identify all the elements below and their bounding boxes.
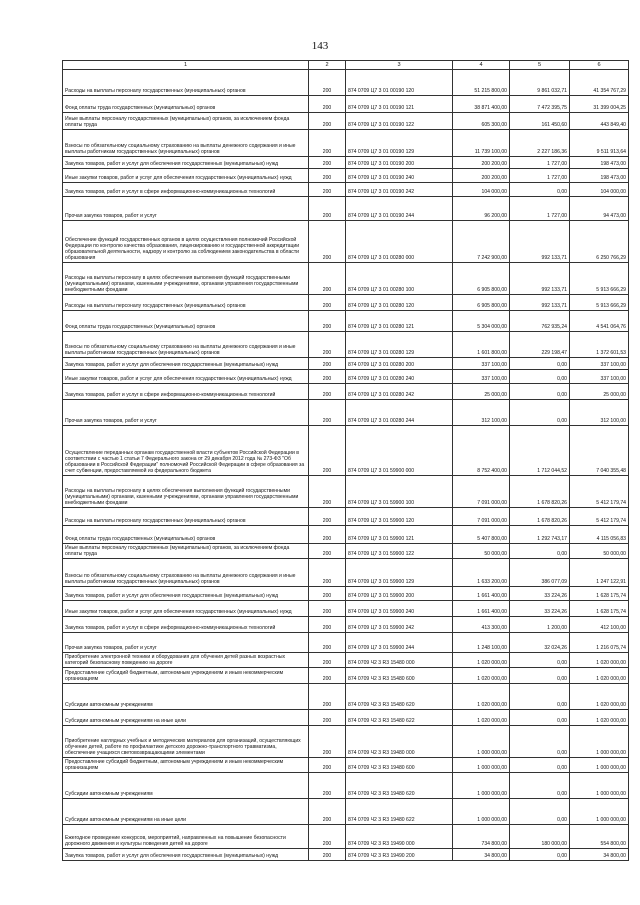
item-name-cell: Закупка товаров, работ и услуг в сфере информационно-коммуникационных технологий: [63, 183, 309, 197]
header-cell-6: 6: [570, 61, 629, 70]
executed-amount-cell: 2 227 186,36: [510, 130, 570, 157]
line-code-cell: 200: [309, 295, 346, 311]
table-row: [63, 849, 629, 861]
item-name-cell: Фонд оплаты труда государственных (муниципальных) органов: [63, 96, 309, 113]
approved-amount-cell: 8 752 400,00: [453, 426, 510, 476]
item-name-cell: Расходы на выплаты персоналу в целях обеспечения выполнения функций государственными (муниципальными) органами, казенными учреждениями, органами управления государственными внебюджетными фондами: [63, 476, 309, 508]
executed-amount-cell: 992 133,71: [510, 263, 570, 295]
budget-classification-code-cell: 874 0709 Ц7 3 01 00280 242: [346, 384, 453, 400]
unexecuted-amount-cell: 1 000 000,00: [570, 799, 629, 825]
item-name-cell: Фонд оплаты труда государственных (муниципальных) органов: [63, 526, 309, 544]
budget-classification-code-cell: 874 0709 Ц7 3 01 00280 200: [346, 358, 453, 370]
table-row: [63, 526, 629, 544]
item-name-cell: Приобретение наглядных учебных и методических материалов для организаций, осуществляющих обучение детей, работе по профилактике детского дорожно-транспортного травматизма, обеспечение учащихся световозвращающими элементами: [63, 726, 309, 758]
approved-amount-cell: 1 000 000,00: [453, 773, 510, 799]
unexecuted-amount-cell: 94 473,00: [570, 197, 629, 221]
budget-classification-code-cell: 874 0709 Ц7 3 01 00190 121: [346, 96, 453, 113]
item-name-cell: Закупка товаров, работ и услуг в сфере информационно-коммуникационных технологий: [63, 617, 309, 633]
executed-amount-cell: 1 200,00: [510, 617, 570, 633]
table-row: [63, 825, 629, 849]
unexecuted-amount-cell: 1 020 000,00: [570, 653, 629, 668]
line-code-cell: 200: [309, 668, 346, 684]
item-name-cell: Субсидии автономным учреждениям на иные цели: [63, 710, 309, 726]
executed-amount-cell: 0,00: [510, 370, 570, 384]
unexecuted-amount-cell: 4 115 056,83: [570, 526, 629, 544]
budget-classification-code-cell: 874 0709 Ц7 3 01 00280 120: [346, 295, 453, 311]
line-code-cell: 200: [309, 370, 346, 384]
item-name-cell: Предоставление субсидий бюджетным, автономным учреждениям и иным некоммерческим организациям: [63, 668, 309, 684]
item-name-cell: Прочая закупка товаров, работ и услуг: [63, 197, 309, 221]
table-row: [63, 183, 629, 197]
line-code-cell: 200: [309, 684, 346, 710]
approved-amount-cell: 96 200,00: [453, 197, 510, 221]
table-row: [63, 426, 629, 476]
budget-classification-code-cell: 874 0709 Ц7 3 01 59900 244: [346, 633, 453, 653]
line-code-cell: 200: [309, 758, 346, 773]
unexecuted-amount-cell: 337 100,00: [570, 358, 629, 370]
table-row: [63, 358, 629, 370]
item-name-cell: Взносы по обязательному социальному страхованию на выплаты денежного содержания и иные выплаты работникам государственных (муниципальных) органов: [63, 130, 309, 157]
item-name-cell: Расходы на выплаты персоналу в целях обеспечения выполнения функций государственными (муниципальными) органами, казенными учреждениями, органами управления государственными внебюджетными фондами: [63, 263, 309, 295]
unexecuted-amount-cell: 1 020 000,00: [570, 684, 629, 710]
executed-amount-cell: 1 727,00: [510, 157, 570, 169]
approved-amount-cell: 1 661 400,00: [453, 601, 510, 617]
executed-amount-cell: 0,00: [510, 653, 570, 668]
table-row: [63, 544, 629, 559]
budget-classification-code-cell: 874 0709 Ц7 3 01 59900 129: [346, 559, 453, 587]
approved-amount-cell: 1 661 400,00: [453, 587, 510, 601]
approved-amount-cell: 11 739 100,00: [453, 130, 510, 157]
budget-classification-code-cell: 874 0709 Ч2 3 R3 19480 600: [346, 758, 453, 773]
approved-amount-cell: 1 020 000,00: [453, 710, 510, 726]
executed-amount-cell: 9 861 032,71: [510, 70, 570, 96]
unexecuted-amount-cell: 41 354 767,29: [570, 70, 629, 96]
budget-classification-code-cell: 874 0709 Ч2 3 R3 19480 622: [346, 799, 453, 825]
unexecuted-amount-cell: 6 250 766,29: [570, 221, 629, 263]
budget-classification-code-cell: 874 0709 Ц7 3 01 00280 240: [346, 370, 453, 384]
approved-amount-cell: 51 215 800,00: [453, 70, 510, 96]
unexecuted-amount-cell: 5 412 179,74: [570, 476, 629, 508]
line-code-cell: 200: [309, 426, 346, 476]
table-row: [63, 508, 629, 526]
unexecuted-amount-cell: 1 372 601,53: [570, 332, 629, 358]
table-row: [63, 169, 629, 183]
unexecuted-amount-cell: 31 399 004,25: [570, 96, 629, 113]
budget-classification-code-cell: 874 0709 Ц7 3 01 00190 200: [346, 157, 453, 169]
unexecuted-amount-cell: 7 040 355,48: [570, 426, 629, 476]
table-row: [63, 559, 629, 587]
item-name-cell: Прочая закупка товаров, работ и услуг: [63, 633, 309, 653]
item-name-cell: Расходы на выплаты персоналу государственных (муниципальных) органов: [63, 70, 309, 96]
line-code-cell: 200: [309, 169, 346, 183]
header-cell-5: 5: [510, 61, 570, 70]
approved-amount-cell: 1 248 100,00: [453, 633, 510, 653]
executed-amount-cell: 0,00: [510, 726, 570, 758]
executed-amount-cell: 0,00: [510, 799, 570, 825]
executed-amount-cell: 1 727,00: [510, 197, 570, 221]
budget-classification-code-cell: 874 0709 Ц7 3 01 59900 240: [346, 601, 453, 617]
executed-amount-cell: 1 678 820,26: [510, 476, 570, 508]
approved-amount-cell: 200 200,00: [453, 169, 510, 183]
item-name-cell: Закупка товаров, работ и услуг в сфере информационно-коммуникационных технологий: [63, 384, 309, 400]
unexecuted-amount-cell: 1 000 000,00: [570, 773, 629, 799]
table-row: [63, 601, 629, 617]
line-code-cell: 200: [309, 400, 346, 426]
unexecuted-amount-cell: 1 020 000,00: [570, 668, 629, 684]
table-row: [63, 684, 629, 710]
approved-amount-cell: 7 091 000,00: [453, 476, 510, 508]
table-row: [63, 113, 629, 130]
executed-amount-cell: 33 224,26: [510, 601, 570, 617]
item-name-cell: Закупка товаров, работ и услуг для обеспечения государственных (муниципальных) нужд: [63, 157, 309, 169]
item-name-cell: Взносы по обязательному социальному страхованию на выплаты денежного содержания и иные выплаты работникам государственных (муниципальных) органов: [63, 332, 309, 358]
line-code-cell: 200: [309, 633, 346, 653]
header-cell-4: 4: [453, 61, 510, 70]
item-name-cell: Расходы на выплаты персоналу государственных (муниципальных) органов: [63, 508, 309, 526]
budget-classification-code-cell: 874 0709 Ц7 3 01 00190 122: [346, 113, 453, 130]
executed-amount-cell: 1 292 743,17: [510, 526, 570, 544]
unexecuted-amount-cell: 412 100,00: [570, 617, 629, 633]
line-code-cell: 200: [309, 384, 346, 400]
unexecuted-amount-cell: 9 511 913,64: [570, 130, 629, 157]
unexecuted-amount-cell: 4 541 064,76: [570, 311, 629, 332]
table-row: [63, 70, 629, 96]
unexecuted-amount-cell: 337 100,00: [570, 370, 629, 384]
line-code-cell: 200: [309, 601, 346, 617]
executed-amount-cell: 762 935,24: [510, 311, 570, 332]
line-code-cell: 200: [309, 653, 346, 668]
executed-amount-cell: 0,00: [510, 849, 570, 861]
unexecuted-amount-cell: 1 628 175,74: [570, 601, 629, 617]
unexecuted-amount-cell: 5 913 666,29: [570, 295, 629, 311]
budget-classification-code-cell: 874 0709 Ц7 3 01 59900 120: [346, 508, 453, 526]
line-code-cell: 200: [309, 197, 346, 221]
approved-amount-cell: 413 300,00: [453, 617, 510, 633]
budget-classification-code-cell: 874 0709 Ц7 3 01 00190 129: [346, 130, 453, 157]
item-name-cell: Субсидии автономным учреждениям: [63, 684, 309, 710]
table-row: [63, 263, 629, 295]
budget-classification-code-cell: 874 0709 Ц7 3 01 59900 200: [346, 587, 453, 601]
executed-amount-cell: 32 024,26: [510, 633, 570, 653]
table-row: [63, 311, 629, 332]
approved-amount-cell: 1 000 000,00: [453, 799, 510, 825]
unexecuted-amount-cell: 1 000 000,00: [570, 726, 629, 758]
item-name-cell: Закупка товаров, работ и услуг для обеспечения государственных (муниципальных) нужд: [63, 587, 309, 601]
approved-amount-cell: 5 304 000,00: [453, 311, 510, 332]
budget-classification-code-cell: 874 0709 Ц7 3 01 59900 122: [346, 544, 453, 559]
table-row: [63, 758, 629, 773]
executed-amount-cell: 0,00: [510, 183, 570, 197]
line-code-cell: 200: [309, 559, 346, 587]
item-name-cell: Иные закупки товаров, работ и услуг для обеспечения государственных (муниципальных) нужд: [63, 370, 309, 384]
budget-classification-code-cell: 874 0709 Ц7 3 01 00280 000: [346, 221, 453, 263]
item-name-cell: Субсидии автономным учреждениям на иные цели: [63, 799, 309, 825]
table-row: [63, 370, 629, 384]
item-name-cell: Обеспечение функций государственных органов в целях осуществления полномочий Российской Федерации по контролю качества образования, лицензированию и государственной аккредитации образовательной деятельности, надзору и контролю за соблюдением законодательства в области образования: [63, 221, 309, 263]
line-code-cell: 200: [309, 157, 346, 169]
approved-amount-cell: 25 000,00: [453, 384, 510, 400]
table-row: [63, 130, 629, 157]
line-code-cell: 200: [309, 726, 346, 758]
unexecuted-amount-cell: 34 800,00: [570, 849, 629, 861]
table-row: [63, 617, 629, 633]
executed-amount-cell: 33 224,26: [510, 587, 570, 601]
executed-amount-cell: 0,00: [510, 773, 570, 799]
approved-amount-cell: 104 000,00: [453, 183, 510, 197]
executed-amount-cell: 0,00: [510, 544, 570, 559]
item-name-cell: Иные закупки товаров, работ и услуг для обеспечения государственных (муниципальных) нужд: [63, 601, 309, 617]
line-code-cell: 200: [309, 617, 346, 633]
executed-amount-cell: 386 077,09: [510, 559, 570, 587]
budget-classification-code-cell: 874 0709 Ц7 3 01 00280 129: [346, 332, 453, 358]
budget-classification-code-cell: 874 0709 Ц7 3 01 59900 242: [346, 617, 453, 633]
unexecuted-amount-cell: 104 000,00: [570, 183, 629, 197]
budget-classification-code-cell: 874 0709 Ч2 3 R3 15480 600: [346, 668, 453, 684]
line-code-cell: 200: [309, 358, 346, 370]
unexecuted-amount-cell: 1 628 175,74: [570, 587, 629, 601]
table-row: [63, 197, 629, 221]
line-code-cell: 200: [309, 130, 346, 157]
table-row: [63, 799, 629, 825]
unexecuted-amount-cell: 312 100,00: [570, 400, 629, 426]
page-number: 143: [311, 40, 329, 52]
approved-amount-cell: 1 633 200,00: [453, 559, 510, 587]
item-name-cell: Предоставление субсидий бюджетным, автономным учреждениям и иным некоммерческим организациям: [63, 758, 309, 773]
approved-amount-cell: 1 000 000,00: [453, 758, 510, 773]
line-code-cell: 200: [309, 221, 346, 263]
executed-amount-cell: 1 727,00: [510, 169, 570, 183]
unexecuted-amount-cell: 554 800,00: [570, 825, 629, 849]
approved-amount-cell: 6 905 800,00: [453, 263, 510, 295]
table-row: [63, 384, 629, 400]
table-row: [63, 653, 629, 668]
table-row: [63, 96, 629, 113]
line-code-cell: 200: [309, 849, 346, 861]
approved-amount-cell: 1 020 000,00: [453, 668, 510, 684]
line-code-cell: 200: [309, 311, 346, 332]
executed-amount-cell: 1 712 044,52: [510, 426, 570, 476]
item-name-cell: Взносы по обязательному социальному страхованию на выплаты денежного содержания и иные выплаты работникам государственных (муниципальных) органов: [63, 559, 309, 587]
executed-amount-cell: 0,00: [510, 710, 570, 726]
item-name-cell: Расходы на выплаты персоналу государственных (муниципальных) органов: [63, 295, 309, 311]
line-code-cell: 200: [309, 587, 346, 601]
line-code-cell: 200: [309, 508, 346, 526]
budget-classification-code-cell: 874 0709 Ч2 3 R3 19480 000: [346, 726, 453, 758]
budget-classification-code-cell: 874 0709 Ч2 3 R3 19490 200: [346, 849, 453, 861]
table-row: [63, 710, 629, 726]
table-row: [63, 295, 629, 311]
line-code-cell: 200: [309, 526, 346, 544]
budget-classification-code-cell: 874 0709 Ц7 3 01 00190 120: [346, 70, 453, 96]
line-code-cell: 200: [309, 710, 346, 726]
approved-amount-cell: 50 000,00: [453, 544, 510, 559]
unexecuted-amount-cell: 1 020 000,00: [570, 710, 629, 726]
budget-classification-code-cell: 874 0709 Ц7 3 01 59900 121: [346, 526, 453, 544]
item-name-cell: Субсидии автономным учреждениям: [63, 773, 309, 799]
item-name-cell: Приобретение электронной техники и оборудования для обучения детей разных возрастных категорий безопасному поведению на дороге: [63, 653, 309, 668]
item-name-cell: Закупка товаров, работ и услуг для обеспечения государственных (муниципальных) нужд: [63, 358, 309, 370]
line-code-cell: 200: [309, 799, 346, 825]
header-cell-2: 2: [309, 61, 346, 70]
item-name-cell: Закупка товаров, работ и услуг для обеспечения государственных (муниципальных) нужд: [63, 849, 309, 861]
executed-amount-cell: 0,00: [510, 400, 570, 426]
executed-amount-cell: 992 133,71: [510, 295, 570, 311]
unexecuted-amount-cell: 1 247 122,91: [570, 559, 629, 587]
approved-amount-cell: 1 020 000,00: [453, 684, 510, 710]
approved-amount-cell: 312 100,00: [453, 400, 510, 426]
unexecuted-amount-cell: 5 412 179,74: [570, 508, 629, 526]
table-row: [63, 773, 629, 799]
line-code-cell: 200: [309, 825, 346, 849]
approved-amount-cell: 337 100,00: [453, 370, 510, 384]
budget-classification-code-cell: 874 0709 Ц7 3 01 00280 121: [346, 311, 453, 332]
budget-classification-code-cell: 874 0709 Ц7 3 01 00280 244: [346, 400, 453, 426]
line-code-cell: 200: [309, 544, 346, 559]
line-code-cell: 200: [309, 476, 346, 508]
unexecuted-amount-cell: 443 849,40: [570, 113, 629, 130]
executed-amount-cell: 0,00: [510, 358, 570, 370]
approved-amount-cell: 605 300,00: [453, 113, 510, 130]
table-row: [63, 221, 629, 263]
line-code-cell: 200: [309, 773, 346, 799]
budget-classification-code-cell: 874 0709 Ч2 3 R3 15480 000: [346, 653, 453, 668]
unexecuted-amount-cell: 198 473,00: [570, 157, 629, 169]
unexecuted-amount-cell: 1 000 000,00: [570, 758, 629, 773]
item-name-cell: Иные выплаты персоналу государственных (муниципальных) органов, за исключением фонда оплаты труда: [63, 113, 309, 130]
line-code-cell: 200: [309, 332, 346, 358]
executed-amount-cell: 0,00: [510, 758, 570, 773]
approved-amount-cell: 38 871 400,00: [453, 96, 510, 113]
item-name-cell: Ежегодное проведение конкурсов, мероприятий, направленных на повышение безопасности дорожного движения и культуры поведения детей на дороге: [63, 825, 309, 849]
table-row: [63, 476, 629, 508]
line-code-cell: 200: [309, 96, 346, 113]
unexecuted-amount-cell: 25 000,00: [570, 384, 629, 400]
approved-amount-cell: 1 020 000,00: [453, 653, 510, 668]
approved-amount-cell: 1 000 000,00: [453, 726, 510, 758]
executed-amount-cell: 161 450,60: [510, 113, 570, 130]
executed-amount-cell: 0,00: [510, 684, 570, 710]
item-name-cell: Прочая закупка товаров, работ и услуг: [63, 400, 309, 426]
table-row: [63, 726, 629, 758]
header-cell-3: 3: [346, 61, 453, 70]
budget-classification-code-cell: 874 0709 Ц7 3 01 00190 244: [346, 197, 453, 221]
budget-classification-code-cell: 874 0709 Ц7 3 01 59900 100: [346, 476, 453, 508]
executed-amount-cell: 0,00: [510, 384, 570, 400]
budget-classification-code-cell: 874 0709 Ц7 3 01 00190 240: [346, 169, 453, 183]
header-cell-1: 1: [63, 61, 309, 70]
unexecuted-amount-cell: 5 913 666,29: [570, 263, 629, 295]
table-row: [63, 332, 629, 358]
unexecuted-amount-cell: 198 473,00: [570, 169, 629, 183]
approved-amount-cell: 6 905 800,00: [453, 295, 510, 311]
approved-amount-cell: 34 800,00: [453, 849, 510, 861]
budget-classification-code-cell: 874 0709 Ц7 3 01 59900 000: [346, 426, 453, 476]
budget-classification-code-cell: 874 0709 Ч2 3 R3 19480 620: [346, 773, 453, 799]
item-name-cell: Фонд оплаты труда государственных (муниципальных) органов: [63, 311, 309, 332]
executed-amount-cell: 0,00: [510, 668, 570, 684]
item-name-cell: Иные закупки товаров, работ и услуг для обеспечения государственных (муниципальных) нужд: [63, 169, 309, 183]
line-code-cell: 200: [309, 113, 346, 130]
table-row: [63, 587, 629, 601]
table-row: [63, 633, 629, 653]
line-code-cell: 200: [309, 263, 346, 295]
executed-amount-cell: 1 678 820,26: [510, 508, 570, 526]
line-code-cell: 200: [309, 70, 346, 96]
item-name-cell: Осуществление переданных органам государственной власти субъектов Российской Федерации в соответствии с частью 1 статьи 7 Федерального закона от 29 декабря 2012 года № 273-ФЗ "Об образовании в Российской Федерации" полномочий Российской Федерации в сфере образования за счет субвенции, предоставляемой из федерального бюджета: [63, 426, 309, 476]
approved-amount-cell: 337 100,00: [453, 358, 510, 370]
budget-classification-code-cell: 874 0709 Ч2 3 R3 19490 000: [346, 825, 453, 849]
table-header-row: [63, 61, 629, 70]
executed-amount-cell: 992 133,71: [510, 221, 570, 263]
budget-execution-table: [62, 60, 629, 861]
approved-amount-cell: 7 091 000,00: [453, 508, 510, 526]
unexecuted-amount-cell: 1 216 075,74: [570, 633, 629, 653]
budget-classification-code-cell: 874 0709 Ч2 3 R3 15480 620: [346, 684, 453, 710]
executed-amount-cell: 180 000,00: [510, 825, 570, 849]
item-name-cell: Иные выплаты персоналу государственных (муниципальных) органов, за исключением фонда оплаты труда: [63, 544, 309, 559]
budget-classification-code-cell: 874 0709 Ц7 3 01 00190 242: [346, 183, 453, 197]
budget-classification-code-cell: 874 0709 Ц7 3 01 00280 100: [346, 263, 453, 295]
budget-classification-code-cell: 874 0709 Ч2 3 R3 15480 622: [346, 710, 453, 726]
approved-amount-cell: 7 242 900,00: [453, 221, 510, 263]
table-row: [63, 400, 629, 426]
approved-amount-cell: 200 200,00: [453, 157, 510, 169]
approved-amount-cell: 734 800,00: [453, 825, 510, 849]
unexecuted-amount-cell: 50 000,00: [570, 544, 629, 559]
table-row: [63, 157, 629, 169]
approved-amount-cell: 5 407 800,00: [453, 526, 510, 544]
line-code-cell: 200: [309, 183, 346, 197]
approved-amount-cell: 1 601 800,00: [453, 332, 510, 358]
executed-amount-cell: 229 198,47: [510, 332, 570, 358]
table-row: [63, 668, 629, 684]
executed-amount-cell: 7 472 395,75: [510, 96, 570, 113]
